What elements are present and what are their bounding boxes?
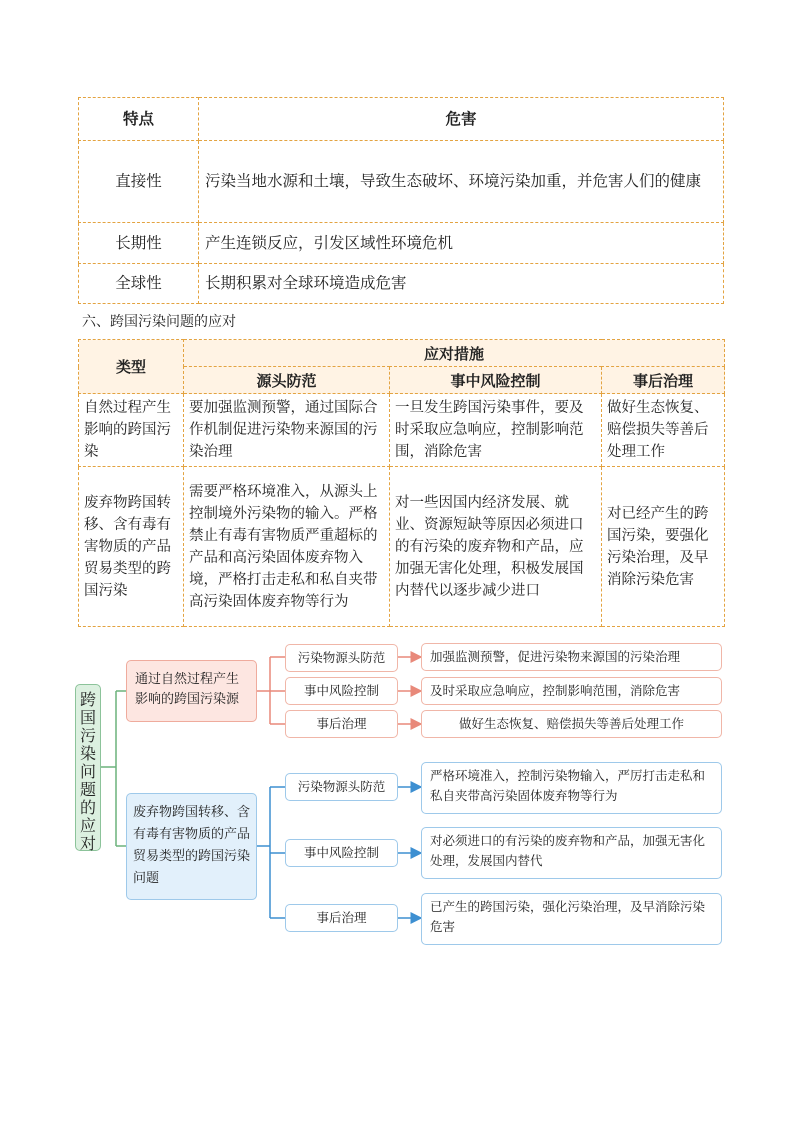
node-risk-control: 事中风险控制 <box>285 839 398 867</box>
branch-natural-pollution: 通过自然过程产生影响的跨国污染源 <box>126 660 257 722</box>
text-aftermath: 做好生态恢复、赔偿损失等善后处理工作 <box>421 710 722 738</box>
node-source-prevention: 污染物源头防范 <box>285 773 398 801</box>
cell-harm: 污染当地水源和土壤，导致生态破坏、环境污染加重，并危害人们的健康 <box>199 141 724 223</box>
text-aftermath: 已产生的跨国污染，强化污染治理，及早消除污染危害 <box>421 893 722 945</box>
header-feature: 特点 <box>79 98 199 141</box>
header-harm: 危害 <box>199 98 724 141</box>
cell-feature: 全球性 <box>79 264 199 304</box>
root-connector <box>101 691 126 846</box>
cell-harm: 长期积累对全球环境造成危害 <box>199 264 724 304</box>
cell-feature: 长期性 <box>79 223 199 264</box>
cell-type: 自然过程产生影响的跨国污染 <box>79 394 184 467</box>
text-source-prevention: 加强监测预警，促进污染物来源国的污染治理 <box>421 643 722 671</box>
text-source-prevention: 严格环境准入，控制污染物输入，严厉打击走私和私自夹带高污染固体废弃物等行为 <box>421 762 722 814</box>
cell-feature: 直接性 <box>79 141 199 223</box>
header-source: 源头防范 <box>184 367 390 394</box>
cell-type: 废弃物跨国转移、含有毒有害物质的产品贸易类型的跨国污染 <box>79 467 184 627</box>
cell-after: 对已经产生的跨国污染，要强化污染治理，及早消除污染危害 <box>602 467 725 627</box>
node-aftermath: 事后治理 <box>285 710 398 738</box>
header-type: 类型 <box>79 340 184 394</box>
cell-risk: 一旦发生跨国污染事件，要及时采取应急响应，控制影响范围，消除危害 <box>390 394 602 467</box>
header-measures: 应对措施 <box>184 340 725 367</box>
text-risk-control: 及时采取应急响应，控制影响范围，消除危害 <box>421 677 722 705</box>
cell-source: 需要严格环境准入，从源头上控制境外污染物的输入。严格禁止有毒有害物质严重超标的产品和高污染固体废弃物入境，严格打击走私和私自夹带高污染固体废弃物等行为 <box>184 467 390 627</box>
cell-after: 做好生态恢复、赔偿损失等善后处理工作 <box>602 394 725 467</box>
cell-harm: 产生连锁反应，引发区域性环境危机 <box>199 223 724 264</box>
header-risk: 事中风险控制 <box>390 367 602 394</box>
mindmap-root: 跨国污染问题的应对 <box>75 684 101 851</box>
branch2-connector <box>257 787 285 918</box>
section-heading: 六、跨国污染问题的应对 <box>82 314 236 330</box>
text-risk-control: 对必须进口的有污染的废弃物和产品，加强无害化处理，发展国内替代 <box>421 827 722 879</box>
cell-source: 要加强监测预警，通过国际合作机制促进污染物来源国的污染治理 <box>184 394 390 467</box>
branch1-connector <box>257 657 285 724</box>
node-source-prevention: 污染物源头防范 <box>285 644 398 672</box>
node-risk-control: 事中风险控制 <box>285 677 398 705</box>
cell-risk: 对一些因国内经济发展、就业、资源短缺等原因必须进口的有污染的废弃物和产品，应加强无害化处理，积极发展国内替代以逐步减少进口 <box>390 467 602 627</box>
header-after: 事后治理 <box>602 367 725 394</box>
branch-waste-trade-pollution: 废弃物跨国转移、含有毒有害物质的产品贸易类型的跨国污染问题 <box>126 793 257 900</box>
node-aftermath: 事后治理 <box>285 904 398 932</box>
